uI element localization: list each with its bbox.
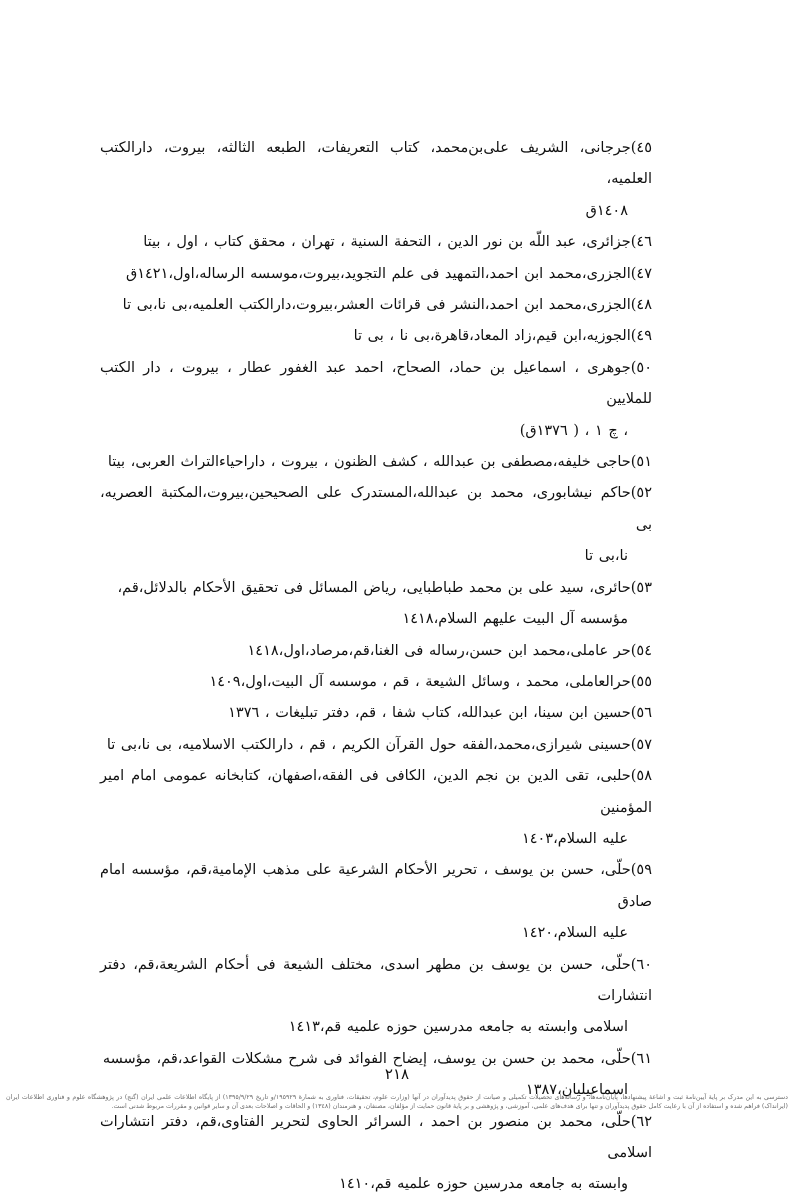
reference-number: ٦٠)	[630, 956, 652, 973]
reference-entry	[100, 698, 652, 729]
reference-number: ٦١)	[630, 1050, 652, 1067]
reference-number: ٥١)	[630, 454, 652, 471]
reference-entry	[100, 227, 652, 258]
reference-number: ٥٧)	[630, 736, 652, 753]
reference-number: ٤٨)	[630, 297, 652, 314]
reference-number: ٥٩)	[630, 862, 652, 879]
reference-entry	[100, 447, 652, 478]
reference-text-continuation: نا،بی تا	[584, 548, 628, 565]
reference-text: جزائری، عبد اللّه بن نور الدين ، التحفة السنية ، تهران ، محقق كتاب ، اول ، بيتا	[143, 234, 631, 251]
reference-number: ٥٥)	[630, 673, 652, 690]
reference-text: حلبی، تقی الدین بن نجم الدین، الکافی فی الفقه،اصفهان، کتابخانه عمومی امام امیر المؤمنین	[100, 768, 652, 816]
reference-text: حر عاملی،محمد ابن حسن،رساله فی الغنا،قم،مرصاد،اول،١٤١٨	[247, 642, 631, 659]
reference-number: ٥٦)	[630, 705, 652, 722]
reference-text-continuation: علیه السلام،١٤٢٠	[521, 925, 628, 942]
reference-entry	[100, 290, 652, 321]
reference-text: حلّی، محمد بن حسن بن يوسف، إيضاح الفوائد فی شرح مشكلات القواعد،قم، مؤسسه	[102, 1050, 631, 1067]
reference-entry	[100, 321, 652, 352]
reference-text: الجزری،محمد ابن احمد،النشر فی قرائات العشر،بیروت،دارالکتب العلمیه،بی نا،بی تا	[122, 297, 631, 314]
reference-entry	[100, 478, 652, 572]
reference-text-continuation: وابسته به جامعه مدرسین حوزه علمیه قم،١٤١٠	[339, 1176, 628, 1193]
reference-entry	[100, 667, 652, 698]
reference-entry	[100, 950, 652, 1044]
page-number: ٢١٨	[384, 1065, 410, 1083]
reference-text-continuation: ، چ ١ ، ( ١٣٧٦ق)	[519, 422, 628, 439]
reference-text: حاکم نیشابوری، محمد بن عبدالله،المستدرک علی الصحیحین،بیروت،المکتبة العصریه، بی	[100, 485, 652, 533]
reference-number: ٦٢)	[630, 1113, 652, 1130]
reference-entry	[100, 353, 652, 447]
reference-entry	[100, 133, 652, 227]
reference-text: حاجی خلیفه،مصطفی بن عبدالله ، کشف الظنون ، بیروت ، داراحیاءالتراث العربی، بیتا	[107, 454, 631, 471]
reference-number: ٤٥)	[630, 140, 652, 156]
reference-number: ٤٦)	[630, 234, 652, 251]
reference-number: ٤٩)	[630, 328, 652, 345]
reference-text-continuation: علیه السلام،١٤٠٣	[521, 830, 628, 847]
reference-text: الجوزیه،ابن قیم،زاد المعاد،قاهرة،بی نا ، بی تا	[353, 328, 631, 345]
reference-number: ٥٣)	[630, 579, 652, 596]
reference-text-continuation: مؤسسه آل البیت علیهم السلام،١٤١٨	[402, 611, 628, 628]
reference-number: ٥٠)	[630, 359, 652, 376]
reference-text: حسینی شیرازی،محمد،الفقه حول القرآن الکریم ، قم ، دارالکتب الاسلامیه، بی نا،بی تا	[106, 736, 631, 753]
reference-text: حرالعاملی، محمد ، وسائل الشیعة ، قم ، موسسه آل البیت،اول،١٤٠٩	[209, 673, 631, 690]
reference-entry	[100, 730, 652, 761]
reference-entry	[100, 636, 652, 667]
references-list	[100, 133, 652, 1201]
reference-text-continuation: اسماعیلیان،١٣٨٧	[525, 1082, 628, 1099]
reference-entry	[100, 855, 652, 949]
reference-number: ٥٤)	[630, 642, 652, 659]
reference-entry	[100, 1107, 652, 1201]
reference-text: حسین ابن سینا، ابن عبدالله، کتاب شفا ، قم، دفتر تبلیغات ، ١٣٧٦	[228, 705, 631, 722]
reference-entry	[100, 259, 652, 290]
reference-text-continuation: ١٤٠٨ق	[585, 202, 628, 219]
reference-entry	[100, 573, 652, 636]
reference-text-continuation: اسلامی وابسته به جامعه مدرسین حوزه علمیه قم،١٤١٣	[288, 1019, 628, 1036]
reference-text: حلّی، محمد بن منصور بن احمد ، السرائر الحاوی لتحرير الفتاوی،قم، دفتر انتشارات اسلامی	[100, 1113, 652, 1161]
reference-entry	[100, 761, 652, 855]
reference-number: ٤٧)	[630, 265, 652, 282]
reference-text: حلّی، حسن بن يوسف بن مطهر اسدی، مختلف الشيعة فی أحكام الشريعة،قم، دفتر انتشارات	[100, 956, 652, 1004]
reference-number: ٥٢)	[630, 485, 652, 502]
reference-text: حائری، سید علی بن محمد طباطبایی، رياض المسائل فی تحقيق الأحكام بالدلائل،قم،	[117, 579, 631, 596]
reference-text: حلّی، حسن بن يوسف ، تحرير الأحكام الشرعية على مذهب الإمامية،قم، مؤسسه امام صادق	[100, 862, 652, 910]
reference-text: جوهری ، اسماعیل بن حماد، الصحاح، احمد عبد الغفور عطار ، بیروت ، دار الکتب للملایین	[100, 359, 652, 408]
reference-text: جرجانی، الشریف علی‌بن‌محمد، کتاب التعریفات، الطبعه الثالثه، بیروت، دارالکتب العلمیه،	[100, 140, 652, 188]
reference-text: الجزری،محمد ابن احمد،التمهید فی علم التجوید،بیروت،موسسه الرساله،اول،١٤٢١ق	[125, 265, 631, 282]
reference-number: ٥٨)	[630, 768, 652, 785]
footer-access-note: دسترسی به این مدرک بر پایهٔ آیین‌نامهٔ ثبت و اشاعهٔ پیشنهادها، پایان‌نامه‌ها، و رساله‌های تحصیلات تکمیلی و صیانت از حقوق پدیدآوران در آنها (وزارت علوم، تحقیقات، فناوری به شمارهٔ ١٩٥٩٢٩/و تاریخ ١٣٩٥/٩/٢٩) از پایگاه اطلاعات علمی ایران (گنج) در پژوهشگاه علوم و فناوری اطلاعات ایران (ایرانداک) فراهم شده و استفاده از آن با رعایت کامل حقوق پدیدآوران و تنها برای هدف‌های علمی، آموزشی، و پژوهشی و بر پایهٔ قانون حمایت از مؤلفان، مصنفان، و هنرمندان (١٣٤٨) و الحاقات و اصلاحات بعدی آن و سایر قوانین و مقررات مربوط شدنی است.	[6, 1094, 788, 1110]
